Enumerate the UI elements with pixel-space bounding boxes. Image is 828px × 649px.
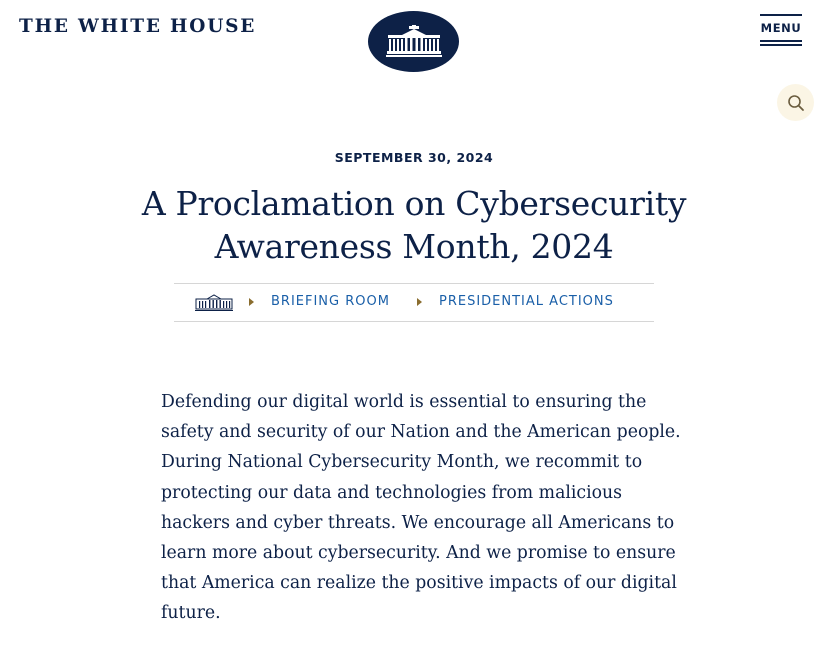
site-title-link[interactable]: THE WHITE HOUSE xyxy=(19,16,257,37)
menu-label: MENU xyxy=(760,21,802,35)
search-icon xyxy=(787,94,805,112)
white-house-building-icon xyxy=(386,25,442,59)
white-house-seal[interactable] xyxy=(368,11,459,72)
breadcrumb-separator-icon xyxy=(249,298,254,306)
page-title: A Proclamation on Cybersecurity Awareness Month, 2024 xyxy=(141,184,687,266)
search-button[interactable] xyxy=(777,84,814,121)
menu-top-line xyxy=(760,14,802,16)
white-house-home-icon xyxy=(195,294,233,311)
breadcrumb-home-link[interactable] xyxy=(195,294,233,311)
menu-bottom-line xyxy=(760,40,802,42)
article-date: SEPTEMBER 30, 2024 xyxy=(334,150,494,165)
breadcrumb xyxy=(174,283,654,322)
menu-button[interactable] xyxy=(760,12,802,44)
breadcrumb-presidential-actions[interactable]: PRESIDENTIAL ACTIONS xyxy=(439,294,614,309)
menu-bottom-line-2 xyxy=(760,44,802,46)
breadcrumb-separator-icon xyxy=(417,298,422,306)
breadcrumb-briefing-room[interactable]: BRIEFING ROOM xyxy=(271,294,390,309)
article-body: Defending our digital world is essential to ensuring the safety and security of our Nation and the American people. During National Cybersecurity Month, we recommit to protecting our data and technologies from malicious hackers and cyber threats. We encourage all Americans to learn more about cybersecurity. And we promise to ensure that America can realize the positive impacts of our digital future. xyxy=(161,392,681,624)
